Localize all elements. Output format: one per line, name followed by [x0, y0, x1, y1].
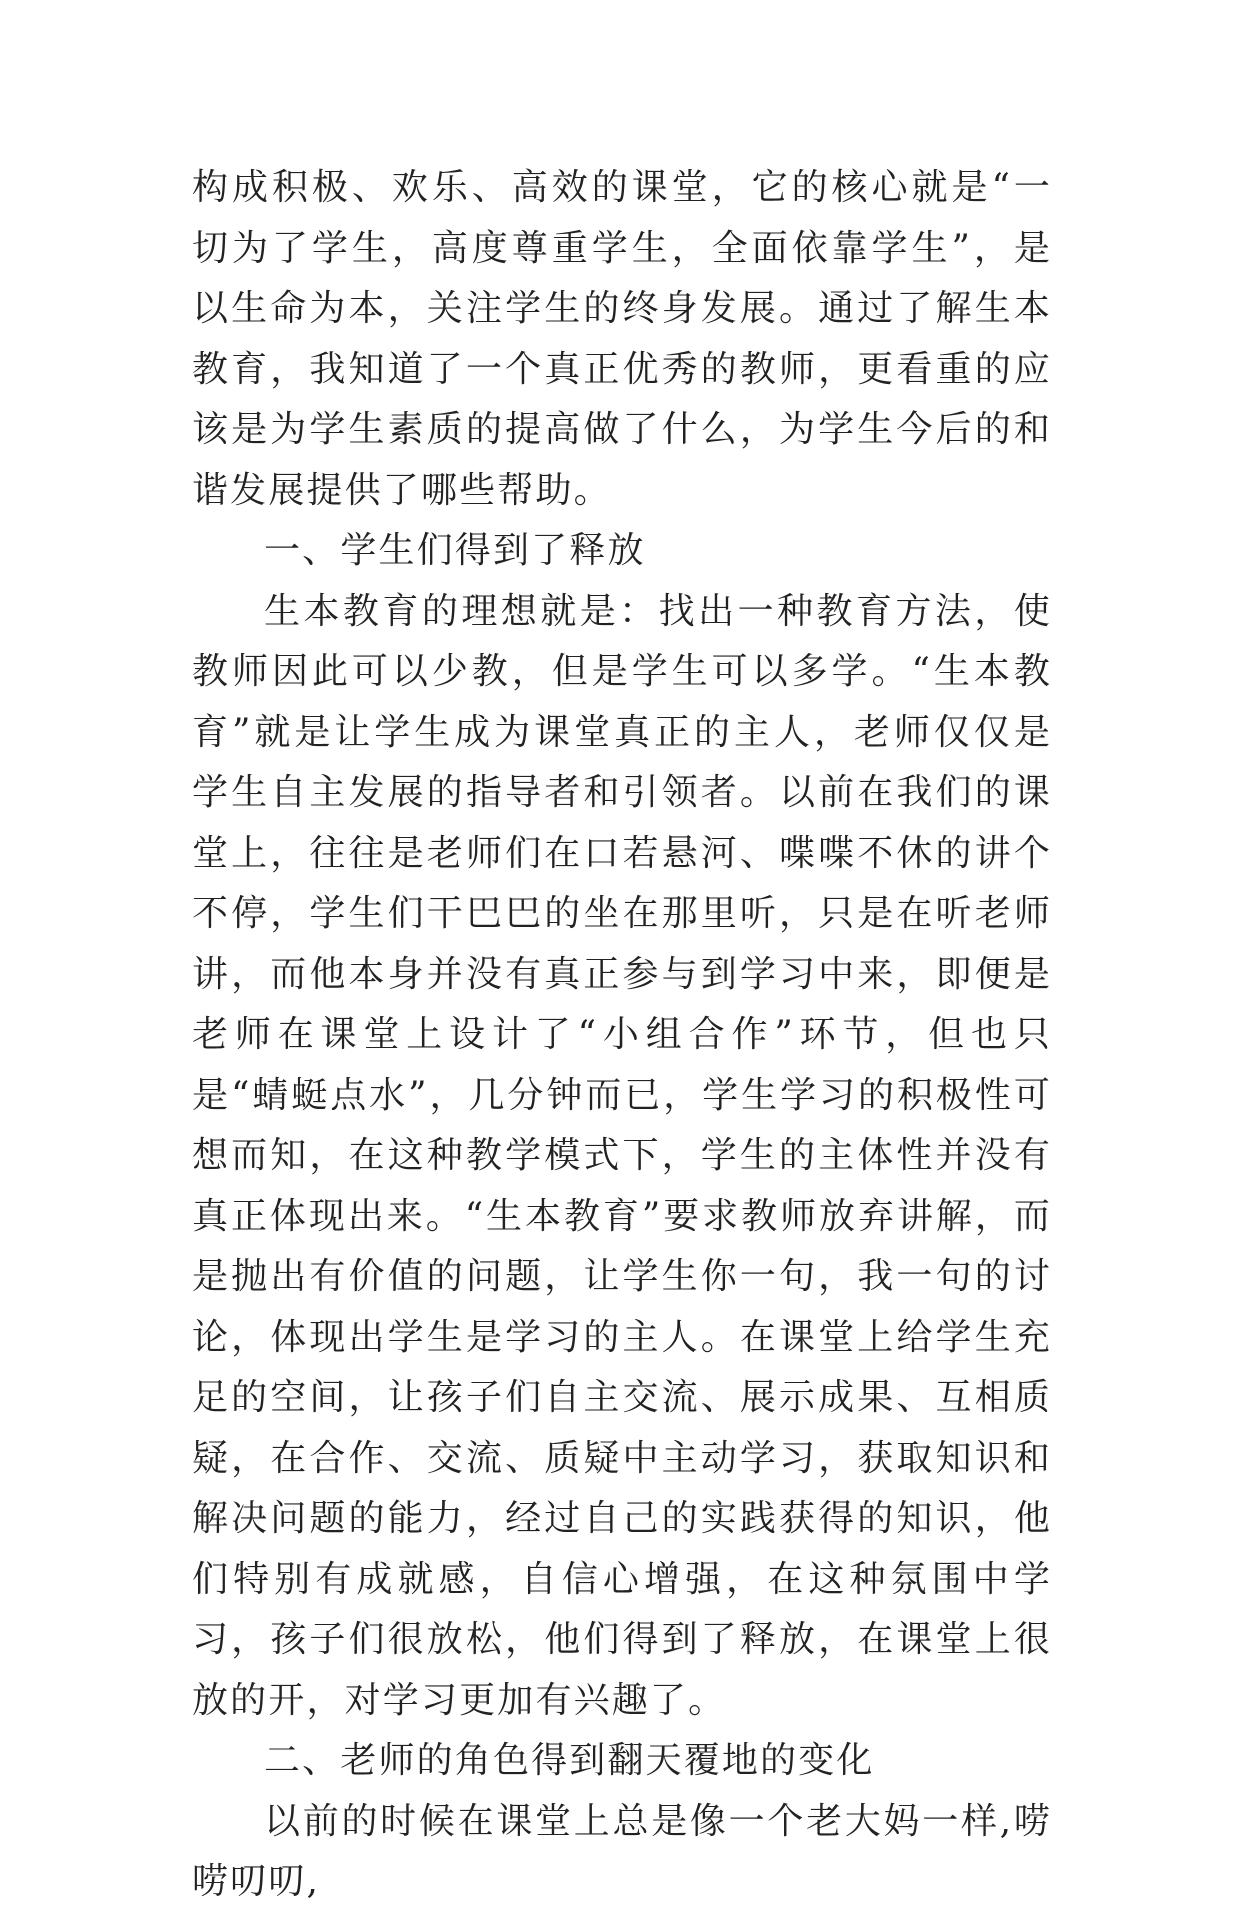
paragraph-section-1: 生本教育的理想就是：找出一种教育方法，使教师因此可以少教，但是学生可以多学。“生本教育”就是让学生成为课堂真正的主人，老师仅仅是学生自主发展的指导者和引领者。以前在我们的课堂上，往往是老师们在口若悬河、喋喋不休的讲个不停，学生们干巴巴的坐在那里听，只是在听老师讲，而他本身并没有真正参与到学习中来，即便是老师在课堂上设计了“小组合作”环节，但也只是“蜻蜓点水”，几分钟而已，学生学习的积极性可想而知，在这种教学模式下，学生的主体性并没有真正体现出来。“生本教育”要求教师放弃讲解，而是抛出有价值的问题，让学生你一句，我一句的讨论，体现出学生是学习的主人。在课堂上给学生充足的空间，让孩子们自主交流、展示成果、互相质疑，在合作、交流、质疑中主动学习，获取知识和解决问题的能力，经过自己的实践获得的知识，他们特别有成就感，自信心增强，在这种氛围中学习，孩子们很放松，他们得到了释放，在课堂上很放的开，对学习更加有兴趣了。 [192, 590, 1052, 1721]
document-body [192, 158, 1052, 1913]
section-heading-1: 一、学生们得到了释放 [264, 530, 646, 571]
paragraph-section-2: 以前的时候在课堂上总是像一个老大妈一样,唠唠叨叨, [192, 1800, 1052, 1902]
paragraph-intro: 构成积极、欢乐、高效的课堂，它的核心就是“一切为了学生，高度尊重学生，全面依靠学生”，是以生命为本，关注学生的终身发展。通过了解生本教育，我知道了一个真正优秀的教师，更看重的应该是为学生素质的提高做了什么，为学生今后的和谐发展提供了哪些帮助。 [192, 167, 1052, 511]
section-heading-2: 二、老师的角色得到翻天覆地的变化 [264, 1740, 875, 1781]
